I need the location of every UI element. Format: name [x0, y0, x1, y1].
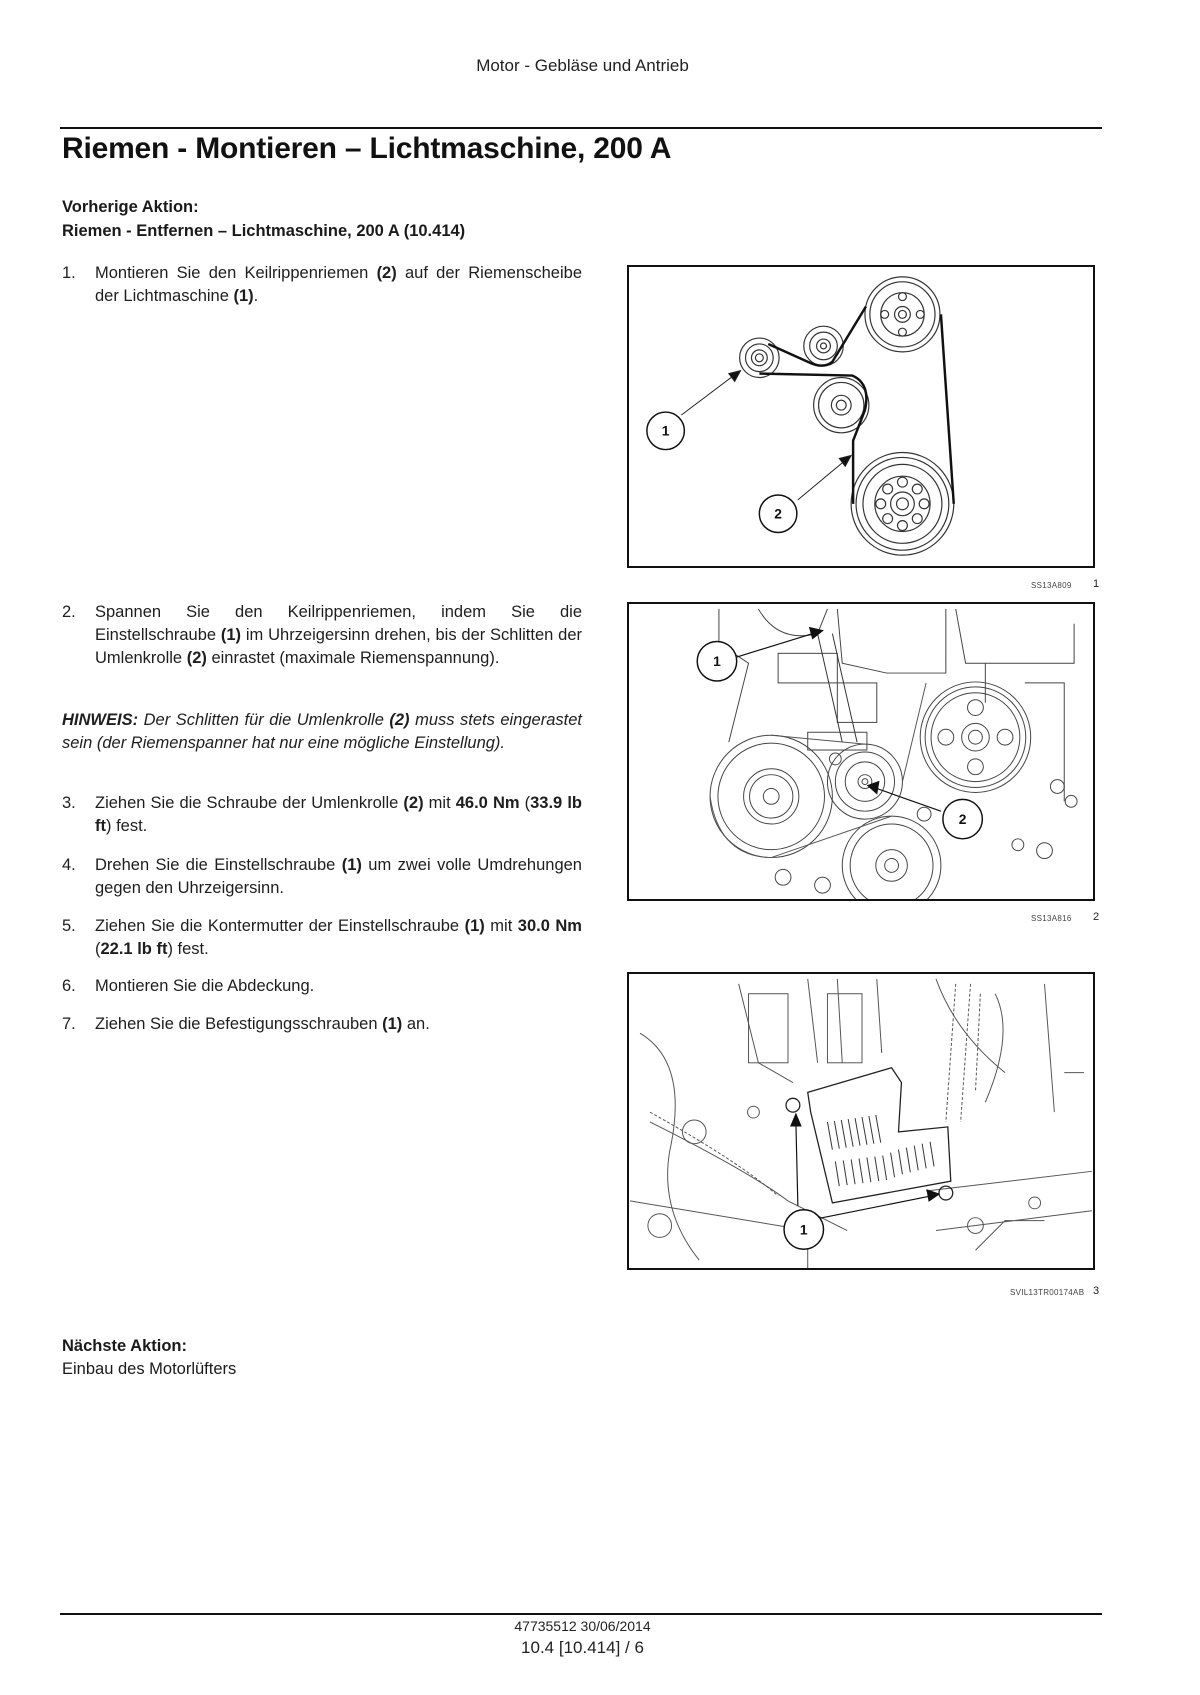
step-text: Montieren Sie die Abdeckung.: [95, 977, 315, 995]
step-2: [62, 601, 582, 670]
step-text: Spannen Sie den Keilrippenriemen, indem Sie die Einstellschraube (1) im Uhrzeigersinn drehen, bis der Schlitten der Umlenkrolle (2) einrastet (maximale Riemenspannung).: [95, 603, 582, 667]
step-3: [62, 792, 582, 838]
svg-text:1: 1: [799, 1221, 808, 1238]
step-text: Ziehen Sie die Schraube der Umlenkrolle (2) mit 46.0 Nm (33.9 lb ft) fest.: [95, 794, 582, 835]
step-4: [62, 854, 582, 900]
next-action-label: Nächste Aktion:: [62, 1337, 187, 1355]
callout-2: [943, 799, 982, 838]
ribbed-belt: [759, 306, 953, 503]
step-text: Montieren Sie den Keilrippenriemen (2) auf der Riemenscheibe der Lichtmaschine (1).: [95, 264, 582, 305]
previous-action-link[interactable]: Riemen - Entfernen – Lichtmaschine, 200 A (10.414): [62, 222, 466, 240]
figure-3-cover: [627, 972, 1095, 1270]
step-number: 4.: [62, 856, 76, 874]
step-text: Ziehen Sie die Kontermutter der Einstellschraube (1) mit 30.0 Nm (22.1 lb ft) fest.: [95, 917, 582, 958]
figure-2-tensioner: [627, 602, 1095, 901]
step-number: 5.: [62, 917, 76, 935]
crankshaft-pulley: [851, 453, 954, 556]
alternator-pulley: [740, 338, 779, 377]
figure-2-code: SS13A816: [1031, 914, 1072, 923]
step-text: Ziehen Sie die Befestigungsschrauben (1) an.: [95, 1015, 430, 1033]
next-action-link[interactable]: Einbau des Motorlüfters: [62, 1360, 237, 1378]
figure-3-number: 3: [1093, 1285, 1100, 1297]
step-1: [62, 262, 582, 308]
figure-1-code: SS13A809: [1031, 581, 1072, 590]
step-number: 1.: [62, 264, 76, 282]
step-text: Drehen Sie die Einstellschraube (1) um zwei volle Umdrehungen gegen den Uhrzeigersinn.: [95, 856, 582, 897]
step-number: 2.: [62, 603, 76, 621]
step-number: 7.: [62, 1015, 76, 1033]
step-number: 3.: [62, 794, 76, 812]
callout-1: [647, 412, 684, 449]
previous-action-label: Vorherige Aktion:: [62, 198, 199, 216]
tensioner-illustration: [629, 604, 1093, 899]
svg-text:1: 1: [661, 422, 670, 439]
step-6: [62, 975, 582, 998]
small-idler-pulley: [804, 326, 843, 365]
step-number: 6.: [62, 977, 76, 995]
upper-pulley: [865, 277, 940, 352]
step-5: [62, 915, 582, 961]
svg-text:2: 2: [774, 505, 782, 522]
page-title: Riemen - Montieren – Lichtmaschine, 200 A: [62, 132, 672, 165]
figure-2-number: 2: [1093, 911, 1100, 923]
figure-3-code: SVIL13TR00174AB: [1010, 1288, 1085, 1297]
footer-rule: [60, 1613, 1102, 1615]
cover-mounting-illustration: [629, 974, 1093, 1268]
svg-text:1: 1: [713, 653, 721, 670]
figure-1-number: 1: [1093, 578, 1100, 590]
callout-2: [759, 495, 796, 532]
note-label: HINWEIS:: [62, 711, 139, 729]
step-7: [62, 1013, 582, 1036]
protective-cover: [786, 1068, 953, 1203]
callout-1: [697, 641, 736, 680]
running-header: Motor - Gebläse und Antrieb: [476, 56, 689, 75]
note-hinweis: HINWEIS: Der Schlitten für die Umlenkrolle (2) muss stets eingerastet sein (der Riemenspanner hat nur eine mögliche Einstellung).: [62, 711, 582, 752]
footer-document-id: 47735512 30/06/2014: [514, 1618, 651, 1634]
belt-routing-illustration: [629, 267, 1093, 566]
callout-1: [784, 1210, 823, 1249]
header-rule: [60, 127, 1102, 129]
footer-page-reference: 10.4 [10.414] / 6: [521, 1638, 644, 1657]
figure-1-belt-routing: [627, 265, 1095, 568]
svg-text:2: 2: [958, 811, 967, 828]
